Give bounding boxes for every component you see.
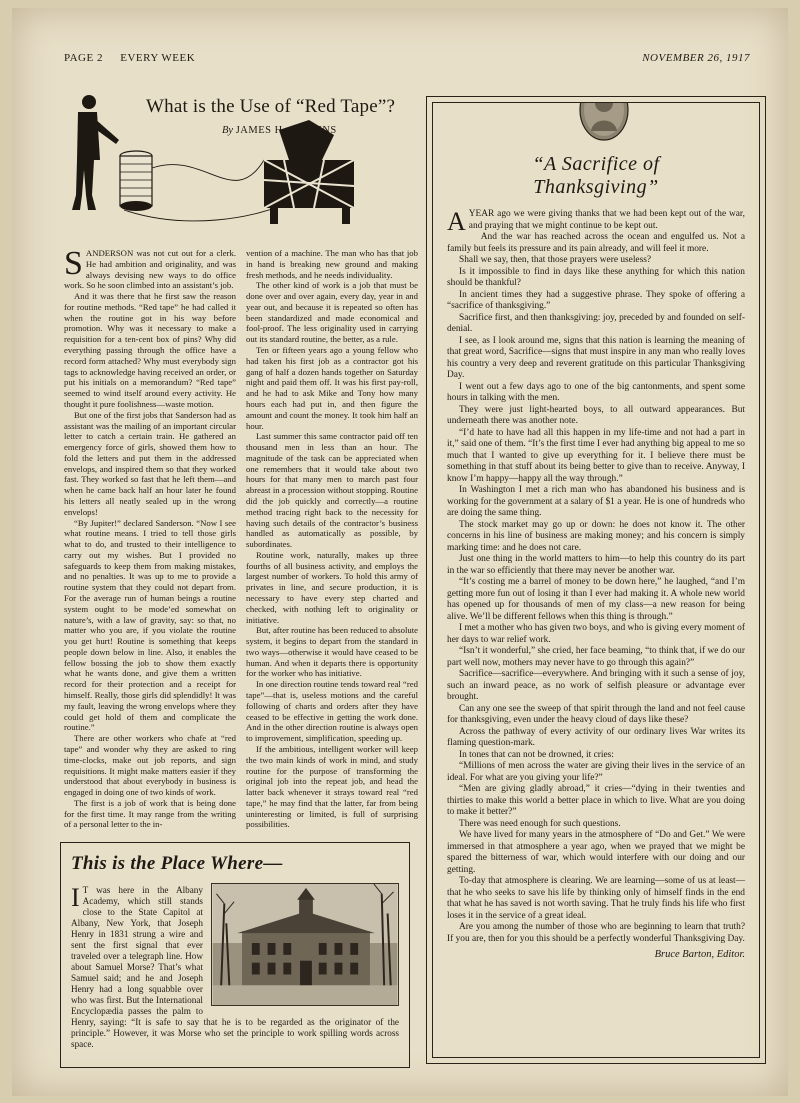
editorial-paragraph: “I’d hate to have had all this happen in my life-time and not had a part in it,” said one of them. “It’s the first time I ever had anything big appeal to me so much that I wanted to give up everything for it. I believe there must be something in that stuff about its being better to give than to receive. Anyway, I know I’m happy—happy all the way through.” [447,427,745,484]
editorial-paragraph: They were just light-hearted boys, to all outward appearances. But underneath there was another note. [447,404,745,426]
author-name: JAMES H. COLLINS [235,125,337,136]
byline [222,125,337,136]
editorial-paragraph: “It’s costing me a barrel of money to be down here,” he laughed, “and I’m getting more fun out of losing it than I ever had making it. A whole new world has opened up for thousands of men of my class—a new reason for being alive. We’ll be different fellows when this thing is through.” [447,577,745,622]
editorial-paragraph: Sacrifice—sacrifice—everywhere. And bringing with it such a sense of joy, such an inward peace, as no work of selfish pleasure or advantage ever brought. [447,669,745,702]
place-box-text: T was here in the Albany Academy, which still stands close to the State Capitol at Albany, New York, that Joseph Henry in 1831 strung a wire and sent the first signal that ever traveled over a telegraph line. How about Samuel Morse? That’s what Samuel said; and he and Joseph Henry had a long squabble over who was first. But the International Encyclopædia passes the palm to Henry, saying: “It is safe to say that he is to be regarded as the originator of the principle.” However, it was Morse who set the principle to work spilling words across space. [71,885,399,1049]
article-column-1 [64,248,236,832]
place-box-body [71,885,399,1050]
editorial-paragraph: I see, as I look around me, signs that this nation is learning the meaning of that great word, Sacrifice—signs that must inspire in any man who really loves his country a very deep and reverent gratitude on this particular Thanksgiving Day. [447,335,745,380]
issue-date: NOVEMBER 26, 1917 [642,52,750,64]
article-paragraph: vention of a machine. The man who has that job in hand is breaking new ground and making fresh methods, and he needs individuality. [246,248,418,280]
editorial-paragraph: There was need enough for such questions. [459,818,621,829]
article-paragraph: Routine work, naturally, makes up three fourths of all business activity, and employs the largest number of workers. To hold this army of privates in line, and secure production, it is necessary to have every step charted and checked, with nothing left to originality or initiative. [246,549,418,625]
drop-cap: I [71,883,80,912]
article-paragraph: There are other workers who chafe at “red tape” and wonder why they are asked to ring time-clocks, make out job reports, and sign requisitions. It might make matters easier if they understood that about everybody in business is engaged in doing one of two kinds of work. [64,733,236,798]
editorial-paragraph: “Isn’t it wonderful,” she cried, her face beaming, “to think that, if we do our part well now, mothers may never have to go through this again?” [447,646,745,668]
article-headline: What is the Use of “Red Tape”? [146,96,396,117]
editorial-paragraph: To-day that atmosphere is clearing. We are learning—some of us at least—that he who seeks to save his life by thinking only of himself finds in the end that what he has saved is not worth saving. That he truly finds his life who first loses it in the service of a great ideal. [447,876,745,921]
editor-portrait-medallion-icon [579,102,629,141]
drop-cap: A [447,207,466,236]
editorial-paragraph: “Millions of men across the water are giving their lives in the service of an ideal. For what are you giving your life?” [447,761,745,783]
editorial-paragraph: In ancient times they had a suggestive phrase. They spoke of offering a “sacrifice of thanksgiving.” [447,289,745,311]
article-paragraph: The other kind of work is a job that must be done over and over again, every day, year in and year out, and because it is repeated so often has been standardized and made economical and fool-proof. The less originality used in carrying out its standard routine, the better, as a rule. [246,280,418,345]
editorial-paragraph: In tones that can not be drowned, it cries: [459,749,614,760]
this-is-the-place-box [60,842,410,1068]
article-column-2 [246,248,418,832]
editorial-paragraph: In Washington I met a rich man who has abandoned his business and is working for the government at a salary of $1 a year. He is one of hundreds who are doing the same thing. [447,485,745,518]
article-body [64,248,418,832]
editorial-paragraph: I went out a few days ago to one of the big cantonments, and spent some hours in talking with the men. [447,381,745,403]
man-figure-icon [72,95,119,210]
editorial-paragraph: I met a mother who has given two boys, and who is giving every moment of her days to war relief work. [447,623,745,645]
article-paragraph: But, after routine has been reduced to absolute system, it begins to depart from the standard in two ways—otherwise it would have ceased to be human. And when it departs there is opportunity for the worker who has initiative. [246,625,418,679]
page-number: PAGE 2 [64,52,103,64]
article-paragraph: In one direction routine tends toward real “red tape”—that is, useless motions and the careful following of charts and orders after they have ceased to be effective in getting the work done. And in the other direction routine is always open to improvement, simplification, speeding up. [246,679,418,744]
editorial-paragraph: Is it impossible to find in days like these anything for which this nation should be thankful? [447,266,745,288]
editorial-paragraph: Sacrifice first, and then thanksgiving: joy, preceded by and founded on self-denial. [447,312,745,334]
editorial-paragraph: Shall we say, then, that those prayers were useless? [459,255,652,265]
article-paragraph: Ten or fifteen years ago a young fellow who had taken his first job as a contractor got his gang of half a dozen hands together on Saturday night and paid them off. It was his first pay-roll, and he had to ask Mike and Tony how many hours each had put in, and then figure the amount and count the money. It took him half an hour. [246,345,418,431]
article-paragraph: If the ambitious, intelligent worker will keep the two main kinds of work in mind, and study routine for the purpose of transforming the original job into the repeat job, and head the latter back whenever it strays toward real “red tape,” he may find that the latter, far from being uninteresting or limited, is full of surprising possibilities. [246,743,418,830]
byline-prefix: By [222,125,234,136]
drop-cap: S [64,248,83,282]
magazine-name: EVERY WEEK [120,52,196,64]
editorial-paragraph: “Men are giving gladly abroad,” it cries—“dying in their twenties and thirties to make this world a better place in which to live. What are you doing to make it better?” [447,784,745,817]
magazine-page [12,8,788,1096]
article-paragraph: And it was there that he first saw the reason for routine methods. “Red tape” he had called it when the routine got in his way before promotion. Why was it necessary to make a requisition for a ten-cent box of pins? Why did everything passing through the office have a record form attached? Why must everybody sign tags to acknowledge having received an order, or put his initials on a memorandum? “Red tape” seemed to wind itself around every activity. He thought it pure foolishness—waste motion. [64,291,236,409]
editorial-paragraph: The stock market may go up or down: he does not know it. The other concerns in his line of business are making money; and his concern is simply marking time: and he does not care. [447,519,745,553]
article-paragraph: SANDERSON was not cut out for a clerk. He had ambition and originality, and was always devising new ways to do office work. So he soon climbed into an assistant’s job. [64,248,236,291]
running-head [64,52,750,64]
albany-academy-photo [211,883,399,1006]
article-paragraph: Last summer this same contractor paid off ten thousand men in less than an hour. The magnitude of the task can be appreciated when one remembers that it would take about two hours for that many men to march past four abreast in a procession without stopping. Routine did the job quickly and correctly—a routine method tracing right back to the necessity for having such details of the contractor’s business handled as automatically as possible, by subordinates. [246,431,418,550]
editor-signature: Bruce Barton, Editor. [654,949,745,960]
editorial-paragraph: And the war has reached across the ocean and engulfed us. Not a family but feels its pressure and its pain already, and will feel it more. [447,232,745,254]
editorial-paragraph: Just one thing in the world matters to him—to help this country do its part in the war so efficiently that there may never be another war. [447,554,745,576]
editorial-paragraph: Can any one see the sweep of that spirit through the land and not feel cause for thanksgiving, even under the heavy cloud of days like these? [447,703,745,725]
article-paragraph: The first is a job of work that is being done for the first time. It may range from the writing of a personal letter to the in- [64,797,236,830]
editorial-paragraph: Across the pathway of every activity of our ordinary lives War writes its flaming question-mark. [447,726,745,748]
article-paragraph: “By Jupiter!” declared Sanderson. “Now I see what routine means. I tried to tell those girls what to do, and trusted to their intelligence to carry out my wishes. But I provided no safeguards to keep them from making mistakes, and no penalties. It was up to me to provide a routine system that they could not depart from. For the average run of human beings a routine system ought to be mode’ed somewhat on nature’s, with a law of gravity, say: so that, no matter who you are, if you violate the routine you get hurt! Routine is something that keeps people down below in line. Also, it enables the fellow bossing the job to show them exactly what he wants done, and give them a written record for their protection and a receipt for himself. Really, those girls did splendidly! It was my fault, leaving the wrong envelops where they could get hold of them and complicate the routine.” [64,517,236,733]
editorial-box [426,96,766,1064]
place-box-title: This is the Place Where— [71,853,283,874]
article-paragraph: But one of the first jobs that Sanderson had as assistant was the mailing of an important circular letter to catch a certain train. He gathered an emergency force of girls, showed them how to fold the letters and put them in the addressed envelops, and inspired them so that they worked fast. They worked so fast that he left them—and when he came back half an hour later he found his letters all neatly sealed up in the wrong envelops! [64,409,236,517]
editorial-paragraph: Are you among the number of those who are beginning to learn that truth? If you are, then for you this should be a perfectly wonderful Thanksgiving Day. [447,922,745,944]
editorial-title: “A Sacrifice of Thanksgiving” [532,153,660,198]
editorial-body [447,209,745,961]
editorial-paragraph: AYEAR ago we were giving thanks that we had been kept out of the war, and praying that we might continue to be kept out. [447,207,745,236]
tape-spool-icon [120,151,152,211]
editorial-paragraph: We have lived for many years in the atmosphere of “Do and Get.” We were immersed in that atmosphere a year ago, when we prayed that we might be spared the bitterness of war, which would interfere with our doing and our getting. [447,830,745,875]
